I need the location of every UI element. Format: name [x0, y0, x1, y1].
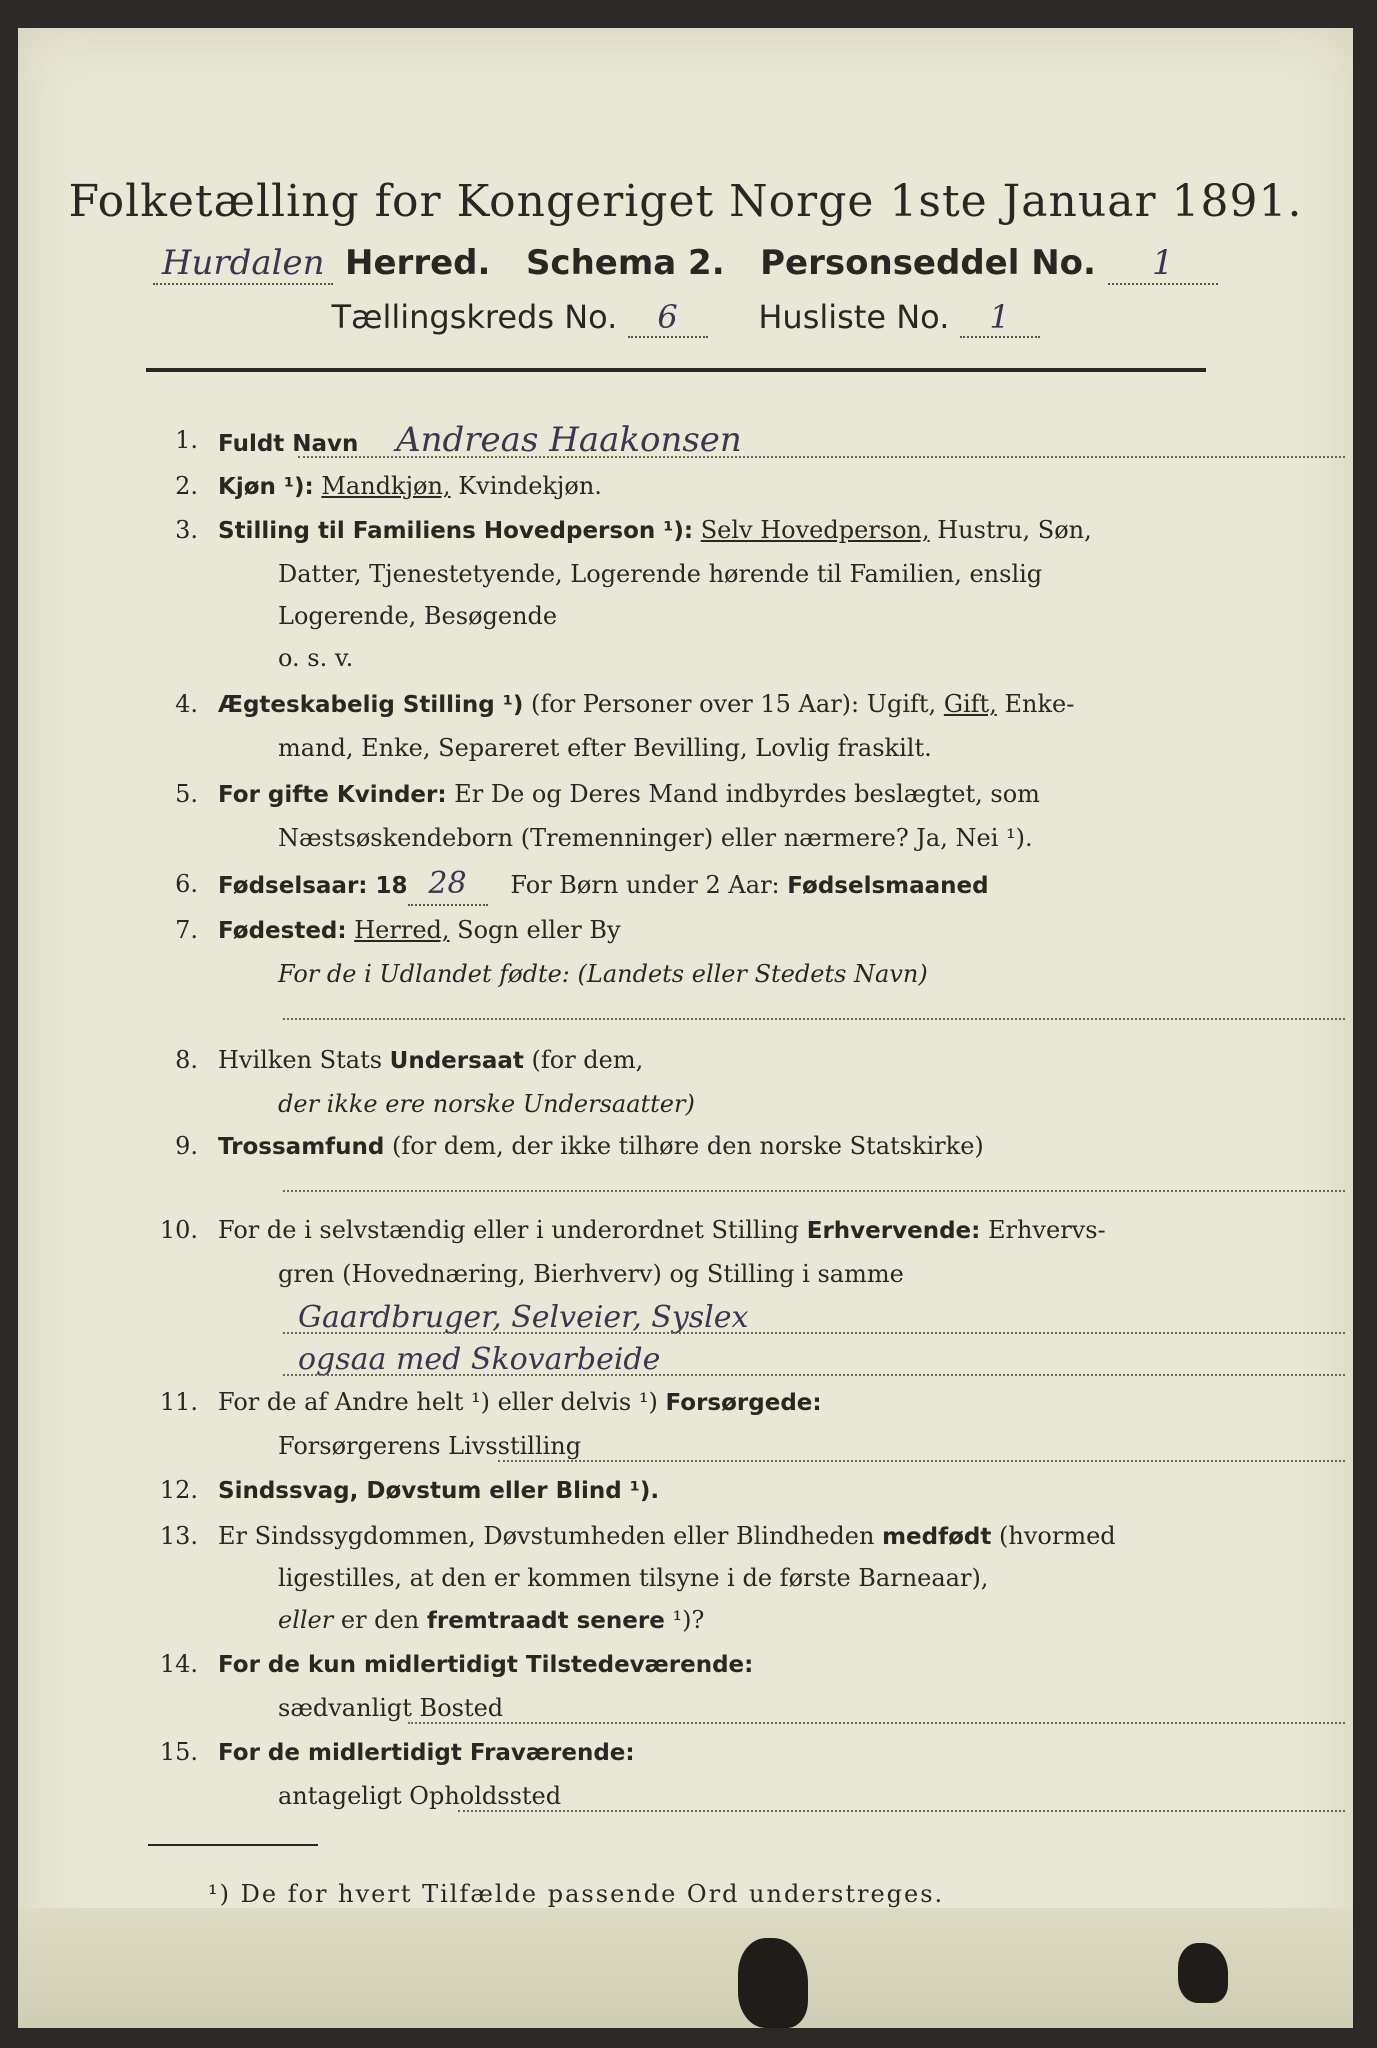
- item-label: Undersaat: [389, 1048, 524, 1074]
- item-label: Forsørgede:: [665, 1390, 822, 1416]
- item-label: Fødselsmaaned: [787, 873, 989, 899]
- item-text: o. s. v.: [278, 644, 354, 672]
- item-text: Sogn eller By: [457, 916, 621, 944]
- option-selected: Mandkjøn,: [321, 472, 451, 500]
- item-label: Fuldt Navn: [218, 431, 359, 457]
- answer-line: [458, 1810, 1345, 1812]
- husliste-value: 1: [960, 298, 1040, 338]
- item-number: 5.: [175, 780, 198, 808]
- item-text: (for Personer over 15 Aar): Ugift,: [531, 690, 937, 718]
- census-form-page: [18, 28, 1353, 2028]
- name-line: [298, 456, 1345, 458]
- item-text: eller: [278, 1606, 334, 1634]
- item-text: der ikke ere norske Undersaatter): [278, 1090, 695, 1118]
- full-name-answer: Andreas Haakonsen: [396, 420, 742, 460]
- answer-line: [283, 1374, 1345, 1376]
- item-text: Er Sindssygdommen, Døvstumheden eller Blindheden: [218, 1522, 875, 1550]
- item-text: For de i selvstændig eller i underordnet Stilling: [218, 1216, 800, 1244]
- item-number: 12.: [159, 1476, 198, 1504]
- answer-line: [283, 1332, 1345, 1334]
- item-text: (hvormed: [999, 1522, 1116, 1550]
- item-text: Forsørgerens Livsstilling: [278, 1432, 582, 1460]
- item-text: (for dem, der ikke tilhøre den norske Statskirke): [392, 1132, 984, 1160]
- item-number: 2.: [175, 472, 198, 500]
- item-text: Hvilken Stats: [218, 1046, 383, 1074]
- item-label: For de midlertidigt Fraværende:: [218, 1740, 635, 1766]
- item-label: Fødested:: [218, 918, 347, 944]
- item-label: For gifte Kvinder:: [218, 782, 447, 808]
- item-number: 15.: [159, 1738, 198, 1766]
- item-text: ligestilles, at den er kommen tilsyne i de første Barneaar),: [278, 1564, 989, 1592]
- item-number: 8.: [175, 1046, 198, 1074]
- item-text: er den: [340, 1606, 420, 1634]
- answer-line: [283, 1190, 1345, 1192]
- item-number: 10.: [159, 1216, 198, 1244]
- option: Kvindekjøn.: [458, 472, 602, 500]
- item-label: medfødt: [882, 1524, 992, 1550]
- form-title: Folketælling for Kongeriget Norge 1ste Januar 1891.: [68, 176, 1303, 227]
- item-text: Enke-: [1004, 690, 1075, 718]
- item-text: ¹)?: [672, 1606, 705, 1634]
- item-text: antageligt Opholdssted: [278, 1782, 562, 1810]
- item-text: (for dem,: [531, 1046, 644, 1074]
- answer-line: [283, 1018, 1345, 1020]
- item-text: Logerende, Besøgende: [278, 602, 558, 630]
- item-text: Datter, Tjenestetyende, Logerende hørende til Familien, enslig: [278, 560, 1043, 588]
- ink-blot: [1178, 1943, 1228, 2003]
- item-number: 9.: [175, 1132, 198, 1160]
- item-number: 11.: [159, 1388, 198, 1416]
- answer-line: [498, 1460, 1345, 1462]
- header-rule: [146, 368, 1206, 372]
- item-label: Erhvervende:: [806, 1218, 981, 1244]
- item-text: Hustru, Søn,: [937, 516, 1092, 544]
- personseddel-value: 1: [1108, 243, 1218, 285]
- item-text: gren (Hovednæring, Bierhverv) og Stilling i samme: [278, 1260, 904, 1288]
- form-subheader-2: [18, 298, 1353, 338]
- option-selected: Herred,: [354, 916, 450, 944]
- answer-line: [408, 1722, 1345, 1724]
- footnote: ¹) De for hvert Tilfælde passende Ord understreges.: [208, 1880, 945, 1908]
- option-selected: Gift,: [943, 690, 997, 718]
- item-number: 1.: [175, 426, 198, 454]
- taellingskreds-label: Tællingskreds No.: [331, 298, 618, 336]
- item-text: For de i Udlandet fødte: (Landets eller Stedets Navn): [278, 960, 928, 988]
- birth-year-answer: 28: [408, 864, 488, 906]
- occupation-answer: ogsaa med Skovarbeide: [298, 1342, 661, 1377]
- personseddel-label: Personseddel No.: [760, 243, 1096, 283]
- option-selected: Selv Hovedperson,: [700, 516, 930, 544]
- item-text: Næstsøskendeborn (Tremenninger) eller nærmere? Ja, Nei ¹).: [278, 824, 1033, 852]
- item-label: Sindssvag, Døvstum eller Blind ¹).: [218, 1478, 660, 1504]
- item-label: Kjøn ¹):: [218, 474, 314, 500]
- taellingskreds-value: 6: [628, 298, 708, 338]
- item-number: 13.: [159, 1522, 198, 1550]
- item-label: Ægteskabelig Stilling ¹): [218, 692, 524, 718]
- item-label: Stilling til Familiens Hovedperson ¹):: [218, 518, 694, 544]
- item-number: 4.: [175, 690, 198, 718]
- item-label: Trossamfund: [218, 1134, 385, 1160]
- item-number: 6.: [175, 870, 198, 898]
- item-number: 14.: [159, 1650, 198, 1678]
- herred-value: Hurdalen: [153, 243, 333, 285]
- item-label: Fødselsaar: 18: [218, 873, 408, 899]
- form-subheader: [18, 243, 1353, 285]
- husliste-label: Husliste No.: [758, 298, 950, 336]
- item-number: 3.: [175, 516, 198, 544]
- footnote-rule: [148, 1844, 318, 1846]
- schema-label: Schema 2.: [525, 243, 725, 283]
- item-label: For de kun midlertidigt Tilstedeværende:: [218, 1652, 754, 1678]
- item-text: sædvanligt Bosted: [278, 1694, 504, 1722]
- item-text: Er De og Deres Mand indbyrdes beslægtet, som: [454, 780, 1040, 808]
- item-number: 7.: [175, 916, 198, 944]
- item-text: Erhvervs-: [987, 1216, 1106, 1244]
- herred-label: Herred.: [345, 243, 491, 283]
- ink-blot: [738, 1938, 808, 2028]
- page-bottom-margin: [18, 1908, 1353, 2028]
- occupation-answer: Gaardbruger, Selveier, Syslex: [298, 1300, 749, 1335]
- item-text: For de af Andre helt ¹) eller delvis ¹): [218, 1388, 658, 1416]
- item-label: fremtraadt senere: [426, 1608, 665, 1634]
- item-text: mand, Enke, Separeret efter Bevilling, Lovlig fraskilt.: [278, 734, 932, 762]
- item-text: For Børn under 2 Aar:: [510, 871, 780, 899]
